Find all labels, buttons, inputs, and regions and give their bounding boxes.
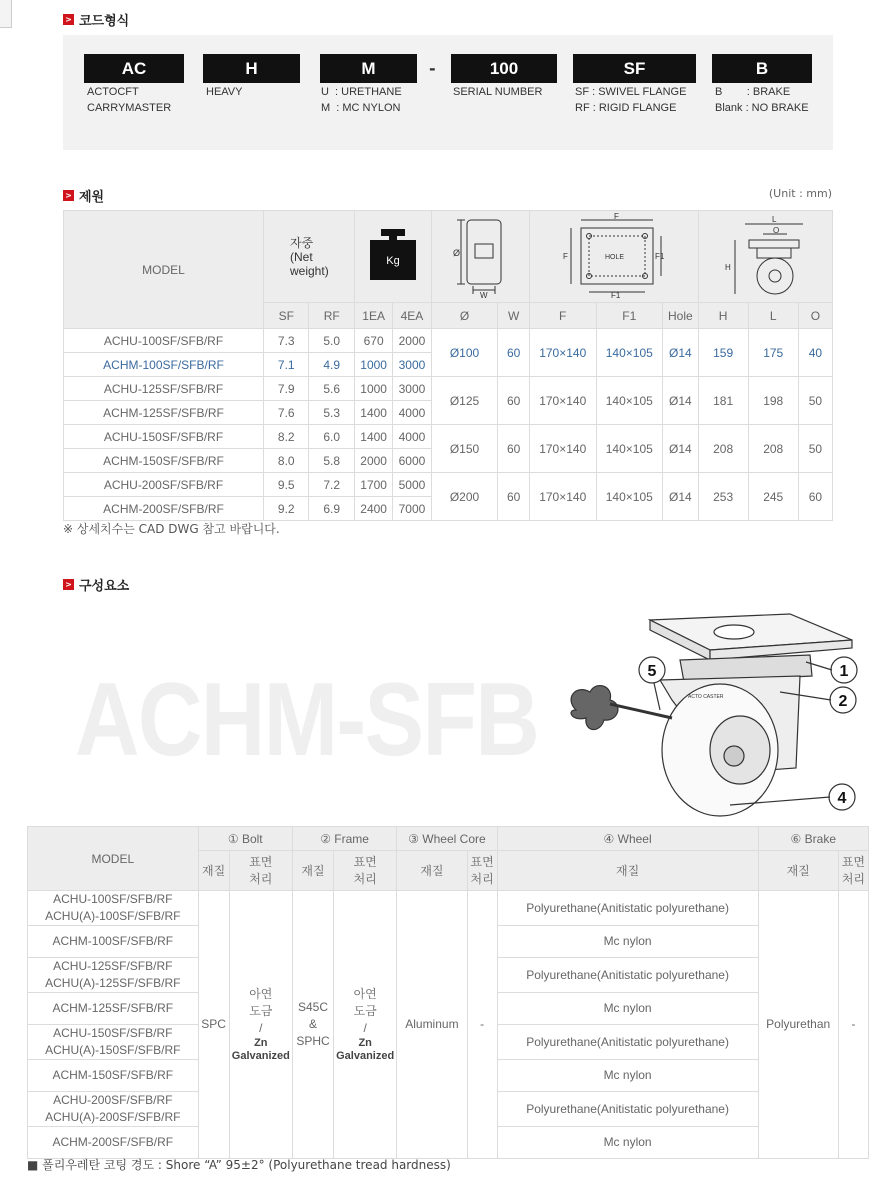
comp-wheel-cell: Mc nylon [497,926,758,958]
spec-cell-rf: 5.0 [309,329,354,353]
spec-cell-ea4: 2000 [393,329,431,353]
comp-model-cell: ACHU-150SF/SFB/RF ACHU(A)-150SF/SFB/RF [28,1025,199,1060]
comp-bolt-header: ① Bolt [198,827,292,851]
components-table [27,826,869,1159]
spec-load-header [354,211,431,303]
comp-bolt_surf_en-text: Zn Galvanized [231,1037,290,1062]
spec-cell-sf: 9.5 [264,473,309,497]
dia-h-label: H [725,263,732,272]
dia-l-label: L [772,215,777,224]
spec-cell-ea1: 670 [354,329,392,353]
code-desc-h: HEAVY [206,86,243,98]
spec-cell-d: Ø200 [431,473,498,521]
spec-cell-f: 170×140 [529,377,596,425]
code-box-b: B [712,54,812,83]
spec-cell-model: ACHU-100SF/SFB/RF [64,329,264,353]
comp-model-cell: ACHU-125SF/SFB/RF ACHU(A)-125SF/SFB/RF [28,958,199,993]
spec-cell-d: Ø125 [431,377,498,425]
spec-subheader: RF [309,303,354,329]
spec-cell-w: 60 [498,473,530,521]
spec-cell-model: ACHM-150SF/SFB/RF [64,449,264,473]
arrow-icon: > [63,579,74,590]
spec-cell-ea4: 3000 [393,353,431,377]
wheel-dimension-diagram [445,212,515,298]
spec-weight-header: 자중 (Net weight) [264,211,355,303]
spec-cell-model: ACHM-200SF/SFB/RF [64,497,264,521]
comp-model-cell: ACHM-150SF/SFB/RF [28,1060,199,1092]
spec-subheader: 4EA [393,303,431,329]
comp-model-cell: ACHM-200SF/SFB/RF [28,1127,199,1159]
comp-row [28,891,869,926]
arrow-icon: > [63,190,74,201]
comp-frame_surf-text: 아연 도금 / [353,987,377,1035]
spec-cell-w: 60 [498,329,530,377]
code-desc-b: B : BRAKE Blank : NO BRAKE [715,86,809,114]
callout-2-label: 2 [838,693,848,710]
comp-frame_mat-cell [292,891,333,1159]
code-desc-ac: ACTOCFT CARRYMASTER [87,86,172,114]
spec-cell-ea1: 2000 [354,449,392,473]
spec-cell-o: 40 [798,329,832,377]
callout-4-label: 4 [837,790,847,807]
spec-row [64,425,833,449]
code-box-100: 100 [451,54,557,83]
comp-frame-mat: 재질 [292,851,333,891]
spec-cell-f1: 140×105 [596,425,663,473]
comp-core_mat-cell [397,891,467,1159]
comp-frame-surf: 표면 처리 [334,851,397,891]
spec-cell-f: 170×140 [529,329,596,377]
corner-frame [0,0,12,28]
spec-cell-model: ACHU-150SF/SFB/RF [64,425,264,449]
spec-cell-ea1: 1000 [354,377,392,401]
comp-frame_surf-cell [334,891,397,1159]
hardness-footnote: ■ 폴리우레탄 코팅 경도 : Shore “A” 95±2° (Polyurethane tread hardness) [27,1158,451,1172]
comp-wheel-cell: Polyurethane(Anitistatic polyurethane) [497,1092,758,1127]
spec-cell-model: ACHU-200SF/SFB/RF [64,473,264,497]
kg-label: Kg [386,255,400,267]
code-box-ac: AC [84,54,184,83]
spec-cell-ea1: 1700 [354,473,392,497]
comp-frame_surf_en-text: Zn Galvanized [336,1037,395,1062]
comp-model-cell: ACHM-125SF/SFB/RF [28,993,199,1025]
spec-cell-ea4: 4000 [393,401,431,425]
spec-subheader: F1 [596,303,663,329]
spec-cell-model: ACHM-125SF/SFB/RF [64,401,264,425]
comp-brake-mat: 재질 [758,851,838,891]
unit-label: (Unit : mm) [768,187,832,200]
spec-cell-ea4: 7000 [393,497,431,521]
section-spec-title: > 제원 [63,186,104,205]
spec-cell-ea1: 1400 [354,401,392,425]
comp-frame-header: ② Frame [292,827,396,851]
code-format-box [63,35,833,150]
code-dash: - [429,59,436,78]
flange-dim-diagram-cell [529,211,698,303]
spec-table [63,210,833,521]
comp-model-header: MODEL [28,827,199,891]
dia-w-label: W [480,291,488,298]
spec-cell-rf: 4.9 [309,353,354,377]
spec-cell-sf: 9.2 [264,497,309,521]
spec-model-header: MODEL [64,211,264,329]
spec-cell-model: ACHM-100SF/SFB/RF [64,353,264,377]
section-code-title: > 코드형식 [63,10,129,29]
comp-wheel-header: ④ Wheel [497,827,758,851]
comp-brake-surf: 표면 처리 [838,851,868,891]
spec-subheader: L [748,303,798,329]
callout-5-label: 5 [647,663,657,680]
spec-cell-f1: 140×105 [596,329,663,377]
spec-cell-sf: 7.1 [264,353,309,377]
spec-cell-o: 60 [798,473,832,521]
spec-subheader: W [498,303,530,329]
callout-1-label: 1 [839,663,849,680]
spec-cell-h: 159 [698,329,748,377]
frame-plate-text: ACTO CASTER [688,694,724,700]
spec-cell-l: 175 [748,329,798,377]
spec-cell-l: 208 [748,425,798,473]
comp-frame_mat-text: S45C & SPHC [296,1000,330,1048]
section-parts-title: > 구성요소 [63,575,129,594]
comp-bolt-mat: 재질 [198,851,229,891]
spec-subheader: H [698,303,748,329]
flange-dimension-diagram [559,212,669,298]
comp-bolt_surf-text: 아연 도금 / [249,987,273,1035]
spec-cell-ea4: 3000 [393,377,431,401]
spec-cell-hole: Ø14 [663,473,699,521]
spec-cell-l: 245 [748,473,798,521]
comp-model-cell: ACHM-100SF/SFB/RF [28,926,199,958]
caster-dimension-diagram [717,212,813,298]
spec-cell-rf: 5.6 [309,377,354,401]
spec-cell-ea4: 6000 [393,449,431,473]
spec-subheader: SF [264,303,309,329]
spec-cell-w: 60 [498,377,530,425]
spec-cell-ea1: 1000 [354,353,392,377]
comp-wheel-cell: Polyurethane(Anitistatic polyurethane) [497,1025,758,1060]
spec-cell-rf: 6.9 [309,497,354,521]
wheel-dim-diagram-cell [431,211,529,303]
brake-knob [571,686,618,730]
spec-cell-d: Ø100 [431,329,498,377]
dia-f1-side-label: F1 [654,252,665,261]
spec-cell-sf: 7.6 [264,401,309,425]
spec-cell-d: Ø150 [431,425,498,473]
spec-cell-sf: 7.9 [264,377,309,401]
code-box-h: H [203,54,300,83]
spec-cell-o: 50 [798,425,832,473]
spec-cell-rf: 7.2 [309,473,354,497]
comp-bolt_mat-text: SPC [201,1017,226,1031]
spec-cell-h: 208 [698,425,748,473]
spec-cell-ea4: 4000 [393,425,431,449]
comp-core-mat: 재질 [397,851,467,891]
spec-cell-l: 198 [748,377,798,425]
spec-cell-rf: 5.3 [309,401,354,425]
comp-model-cell: ACHU-200SF/SFB/RF ACHU(A)-200SF/SFB/RF [28,1092,199,1127]
comp-wheel-cell: Mc nylon [497,993,758,1025]
spec-cell-ea1: 1400 [354,425,392,449]
spec-cell-hole: Ø14 [663,329,699,377]
dia-hole-label: HOLE [604,254,624,261]
comp-brake-surf-cell: - [838,891,868,1159]
spec-subheader: Hole [663,303,699,329]
comp-brake-header: ⑥ Brake [758,827,868,851]
spec-row [64,329,833,353]
code-desc-m: U : URETHANE M : MC NYLON [321,86,402,114]
spec-cell-f1: 140×105 [596,377,663,425]
spec-cell-sf: 8.2 [264,425,309,449]
spec-cell-f: 170×140 [529,425,596,473]
caster-illustration [560,600,860,820]
comp-wheel-cell: Mc nylon [497,1127,758,1159]
arrow-icon: > [63,14,74,25]
spec-cell-ea4: 5000 [393,473,431,497]
model-watermark-text: ACHM-SFB [75,662,539,778]
comp-model-cell: ACHU-100SF/SFB/RF ACHU(A)-100SF/SFB/RF [28,891,199,926]
dia-d-label: Ø [453,248,461,258]
code-desc-sf: SF : SWIVEL FLANGE RF : RIGID FLANGE [575,86,687,114]
spec-cell-f: 170×140 [529,473,596,521]
comp-core_surf-cell [467,891,497,1159]
comp-brake-mat-cell: Polyurethan [758,891,838,1159]
spec-cell-sf: 7.3 [264,329,309,353]
code-box-m: M [320,54,417,83]
spec-row [64,377,833,401]
spec-cell-h: 253 [698,473,748,521]
dia-f-side-label: F [562,252,568,261]
comp-wheel-cell: Polyurethane(Anitistatic polyurethane) [497,891,758,926]
comp-core-header: ③ Wheel Core [397,827,497,851]
spec-cell-sf: 8.0 [264,449,309,473]
code-desc-100: SERIAL NUMBER [453,86,543,98]
spec-row [64,473,833,497]
dia-f-label: F [613,212,619,221]
comp-core-surf: 표면 처리 [467,851,497,891]
comp-bolt-surf: 표면 처리 [229,851,292,891]
comp-core_mat-text: Aluminum [405,1017,459,1031]
dia-f1-label-bottom: F1 [610,291,621,298]
comp-wheel-cell: Mc nylon [497,1060,758,1092]
spec-cell-h: 181 [698,377,748,425]
spec-cell-o: 50 [798,377,832,425]
spec-cell-model: ACHU-125SF/SFB/RF [64,377,264,401]
dia-o-label: O [773,226,780,235]
spec-cell-f1: 140×105 [596,473,663,521]
spec-subheader: F [529,303,596,329]
spec-cell-hole: Ø14 [663,425,699,473]
comp-core_surf-text: - [480,1017,485,1031]
cad-note: ※ 상세치수는 CAD DWG 참고 바랍니다. [63,522,280,536]
comp-wheel-cell: Polyurethane(Anitistatic polyurethane) [497,958,758,993]
spec-cell-rf: 6.0 [309,425,354,449]
comp-bolt_surf-cell [229,891,292,1159]
comp-bolt_mat-cell [198,891,229,1159]
spec-subheader: O [798,303,832,329]
caster-dim-diagram-cell [698,211,832,303]
spec-cell-hole: Ø14 [663,377,699,425]
spec-cell-rf: 5.8 [309,449,354,473]
spec-subheader: 1EA [354,303,392,329]
code-box-sf: SF [573,54,696,83]
weight-icon [368,229,418,281]
spec-cell-w: 60 [498,425,530,473]
comp-wheel-mat: 재질 [497,851,758,891]
spec-cell-ea1: 2400 [354,497,392,521]
spec-subheader: Ø [431,303,498,329]
